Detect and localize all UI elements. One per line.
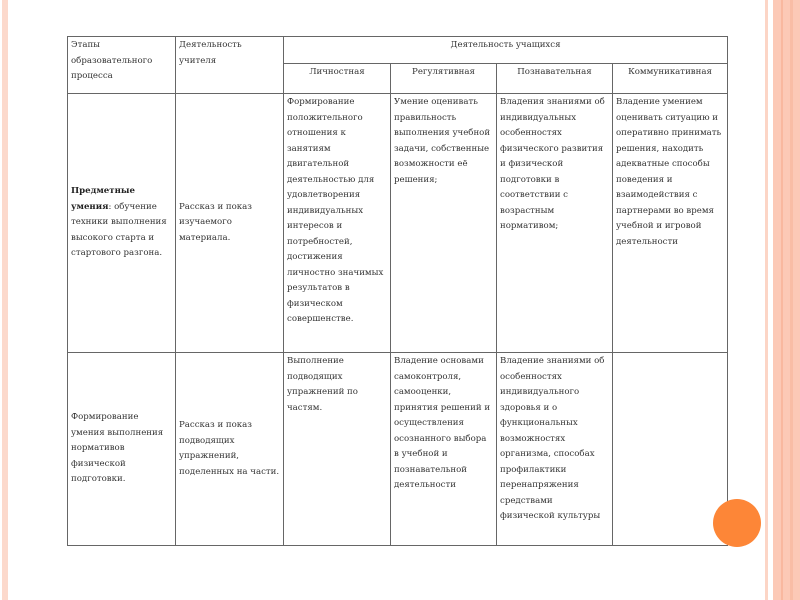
cell-cognitive: Владение знаниями об особенностях индивидуального здоровья и о функциональных возможностях организма, способах профилактики перенапряжения средствами физической культуры bbox=[497, 353, 613, 546]
stage-text: : обучение техники выполнения высокого старта и стартового разгона. bbox=[71, 201, 167, 259]
header-cognitive: Познавательная bbox=[497, 64, 613, 94]
header-stages: Этапы образовательного процесса bbox=[68, 37, 176, 94]
decor-stripe-right bbox=[781, 0, 783, 600]
activity-table bbox=[67, 36, 728, 546]
decor-stripe-right bbox=[773, 0, 800, 600]
cell-communicative bbox=[613, 353, 728, 546]
cell-communicative: Владение умением оценивать ситуацию и оперативно принимать решения, находить адекватные способы поведения и взаимодействия с партнерами во время учебной и игровой деятельности bbox=[613, 94, 728, 353]
header-row bbox=[68, 37, 728, 64]
cell-personal: Выполнение подводящих упражнений по частям. bbox=[284, 353, 391, 546]
cell-cognitive: Владения знаниями об индивидуальных особенностях физического развития и физической подготовки в соответствии с возрастным нормативом; bbox=[497, 94, 613, 353]
header-regulatory: Регулятивная bbox=[391, 64, 497, 94]
cell-teacher: Рассказ и показ изучаемого материала. bbox=[176, 94, 284, 353]
decor-stripe-right bbox=[765, 0, 768, 600]
table-row bbox=[68, 94, 728, 353]
cell-stage bbox=[68, 94, 176, 353]
cell-stage: Формирование умения выполнения нормативов физической подготовки. bbox=[68, 353, 176, 546]
cell-teacher: Рассказ и показ подводящих упражнений, поделенных на части. bbox=[176, 353, 284, 546]
header-teacher: Деятельность учителя bbox=[176, 37, 284, 94]
table-row bbox=[68, 353, 728, 546]
cell-regulatory: Умение оценивать правильность выполнения учебной задачи, собственные возможности её решения; bbox=[391, 94, 497, 353]
header-personal: Личностная bbox=[284, 64, 391, 94]
decor-stripe-left bbox=[2, 0, 8, 600]
header-students: Деятельность учащихся bbox=[284, 37, 728, 64]
stage-bold: Предметные умения bbox=[71, 186, 135, 212]
decor-orange-circle bbox=[713, 499, 761, 547]
cell-personal: Формирование положительного отношения к занятиям двигательной деятельностью для удовлетворения индивидуальных интересов и потребностей, достижения личностно значимых результатов в физическом совершенстве. bbox=[284, 94, 391, 353]
cell-regulatory: Владение основами самоконтроля, самооценки, принятия решений и осуществления осознанного выбора в учебной и познавательной деятельности bbox=[391, 353, 497, 546]
header-communicative: Коммуникативная bbox=[613, 64, 728, 94]
decor-stripe-right bbox=[790, 0, 793, 600]
